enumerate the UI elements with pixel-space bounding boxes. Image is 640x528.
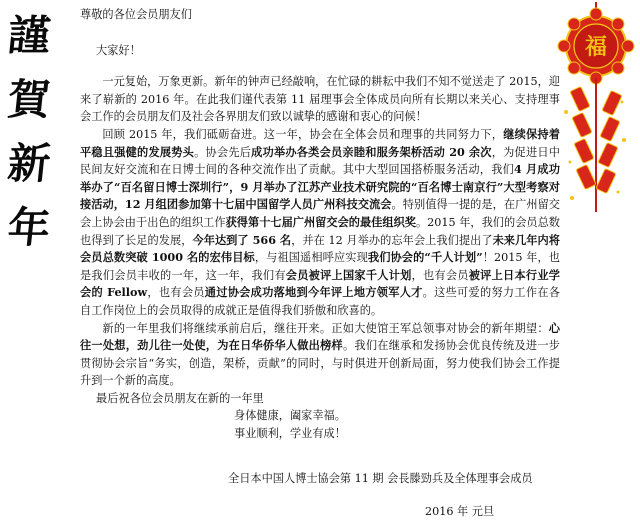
letter-header: 尊敬的各位会员朋友们 — [80, 8, 192, 21]
text-run: ，与祖国遥相呼应实现 — [254, 251, 368, 265]
calligraphy-char: 新 — [5, 139, 53, 188]
text-run: ！2015 年，也是我们会员丰收的一年，这一年，我们有 — [80, 251, 560, 282]
highlight-run: 我们协会的“千人计划” — [367, 250, 483, 265]
calligraphy-char: 賀 — [5, 75, 53, 124]
paragraph-review-2015 — [80, 126, 560, 320]
paragraph-intro: 一元复始，万象更新。新年的钟声已经敲响，在忙碌的耕耘中我们不知不觉送走了 2015，迎来了崭新的 2016 年。在此我们谨代表第 11 届理事会全体成员向所有长期以来关心、支持理事会工作的会员朋友们及社会各界朋友们致以诚挚的感谢和衷心的问候！ — [80, 75, 560, 124]
signature: 全日本中国人博士協会第 11 期 会長滕勁兵及全体理事会成员 — [228, 472, 533, 485]
text-run: ，为促进日中民间友好交流和在日博士间的各种交流作出了贡献。其中大型回国搭桥服务活动，我们 — [80, 145, 560, 177]
highlight-run: 4 月成功举办了“百名留日博士深圳行”，9 月举办了江苏产业技术研究院的“百名博士南京行”大型考察对接活动，12 月组团参加第十七届中国留学人员广州科技交流会 — [80, 162, 560, 212]
highlight-run: 继续保持着平稳且强健的发展势头 — [80, 126, 560, 159]
fu-lantern-firecracker-decoration — [552, 2, 638, 217]
letter-date: 2016 年 元旦 — [425, 505, 495, 518]
highlight-run: 成功举办各类会员亲睦和服务架桥活动 20 余次 — [251, 144, 492, 159]
closing-line: 最后祝各位会员朋友在新的一年里 — [96, 391, 264, 405]
highlight-run: 获得第十七届广州留交会的最佳组织奖 — [225, 214, 416, 229]
text-run: 。这些可爱的努力工作在各自工作岗位上的会员取得的成就正是值得我们骄傲和欣喜的。 — [80, 286, 560, 317]
wish-line-1: 身体健康，阖家幸福。 — [234, 409, 346, 423]
highlight-run: 会员被评上国家千人计划 — [285, 267, 412, 282]
highlight-run: 未来几年内将会员总数突破 1000 名的宏伟目标 — [80, 232, 560, 265]
text-run: 。我们在继承和发扬协会优良传统及进一步贯彻协会宗旨“务实，创造，架桥，贡献”的同时，与时俱进开创新局面，努力使我们协会工作提升到一个新的高度。 — [80, 339, 560, 388]
highlight-run: 被评上日本行业学会的 Fellow — [80, 267, 560, 300]
calligraphy-char: 年 — [5, 203, 53, 252]
new-year-letter — [80, 6, 560, 443]
fu-char: 福 — [584, 34, 608, 60]
fu-ornament — [558, 8, 634, 84]
text-run: 回顾 2015 年，我们砥砺奋进。这一年，协会在全体会员和理事的共同努力下， — [102, 127, 504, 141]
text-run: ，并在 12 月举办的忘年会上我们提出了 — [291, 233, 493, 247]
text-run: 。特别值得一提的是，在广州留交会上协会由于出色的组织工作 — [80, 198, 560, 229]
paragraph-new-year — [80, 320, 560, 390]
text-run: ，也有会员 — [411, 268, 469, 282]
text-run: ，也有会员 — [147, 286, 205, 300]
text-run: 。2015 年，我们的会员总数也得到了长足的发展， — [80, 215, 560, 247]
letter-salutation: 大家好！ — [96, 43, 141, 57]
text-run: 。协会先后 — [194, 145, 252, 159]
new-year-calligraphy — [6, 4, 52, 266]
highlight-run: 今年达到了 566 名 — [192, 232, 292, 247]
highlight-run: 通过协会成功落地到今年评上地方领军人才 — [204, 285, 423, 300]
highlight-run: 心往一处想，劲儿往一处使，为在日华侨华人做出榜样 — [80, 320, 560, 353]
calligraphy-char: 謹 — [5, 11, 53, 60]
text-run: 新的一年里我们将继续承前启后，继往开来。正如大使馆王军总领事对协会的新年期望： — [102, 321, 549, 335]
wish-line-2: 事业顺利，学业有成！ — [234, 427, 346, 441]
